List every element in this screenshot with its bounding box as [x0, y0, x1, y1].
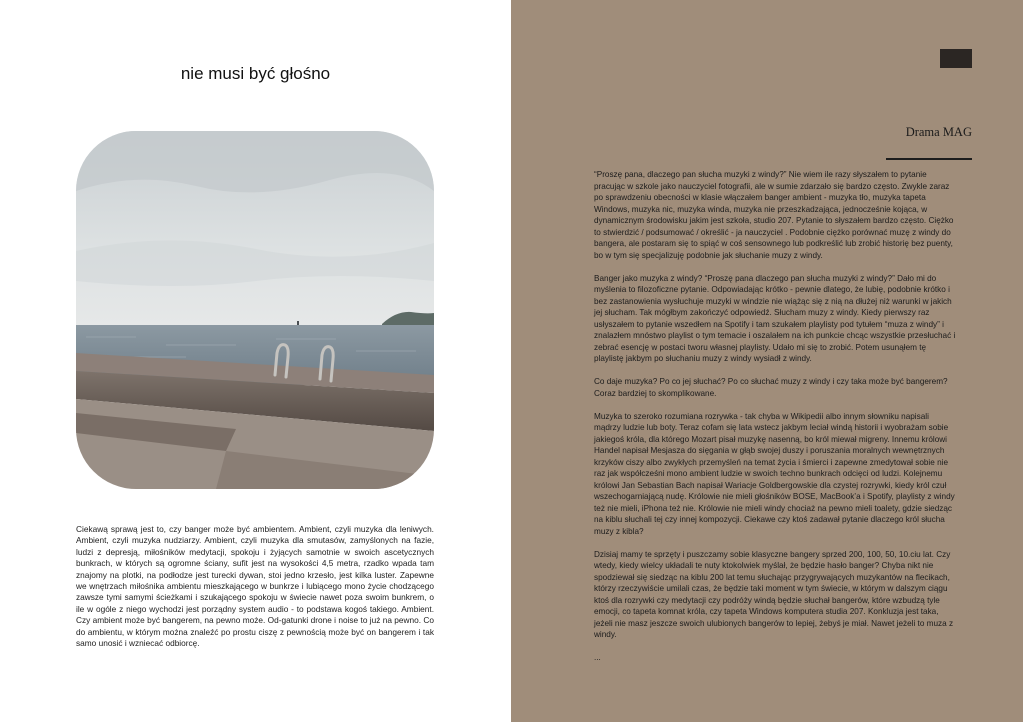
paragraph: “Proszę pana, dlaczego pan słucha muzyki z windy?” Nie wiem ile razy słyszałem to pytanie pracując w szkole jako nauczyciel fotografii, ale w sumie zdarzało się bardzo często. Zwykle zaraz po sprawdzeniu obecności w klasie włączałem banger ambient - muzyka tło, muzyka tapeta Windows, muzyka nic, muzyka winda, muzyka nie przeszkadzająca, jednocześnie kojąca, w dynamicznym środowisku jakim jest szkoła, studio 207. Pytanie to słyszałem bardzo często. Ciężko to stwierdzić / podsumować / określić - ja nauczyciel . Podobnie ciężko porównać muzę z windy do bangera, ale postaram się to spiąć w coś sensownego lub podkreślić lub zrobić historię bez puenty, bo w tym się specjalizuję podobnie jak słuchanie muzy z windy. — [594, 170, 954, 260]
paragraph: Co daje muzyka? Po co jej słuchać? Po co słuchać muzy z windy i czy taka może być bangerem? Coraz bardziej to skomplikowane. — [594, 377, 948, 398]
pier-photo — [76, 131, 434, 489]
article-body — [594, 169, 957, 675]
paragraph: Muzyka to szeroko rozumiana rozrywka - tak chyba w Wikipedii albo innym słowniku napisali mądrzy ludzie lub boty. Teraz cofam się lata wstecz jakbym leciał windą historii i wyobrażam sobie jakiegoś króla, dla którego Mozart pisał muzykę nasenną, bo król miewał migreny. Innemu królowi Handel napisał Mesjasza do sięgania w głąb swojej duszy i poruszania moralnych wewnętrznych krzyków ciszy albo zwykłych przemyśleń na temat życia i śmierci i zapewne zmedytował sobie nie raz jak współcześni mono ambient ludzie w swoich techno bunkrach odcięci od ludzi. Kolejnemu królowi Jan Sebastian Bach napisał Wariacje Goldbergowskie dla czystej rozrywki, kiedy król czuł wszechogarniającą nudę. Królowie nie mieli głośników BOSE, MacBook’a i Spotify, playlisty z windy też nie mieli, iPhona też nie. Królowie nie mieli windy chociaż na pewno mieli toalety, gdzie siedząc na kiblu słuchali tej czy innej kompozycji. Ciekawe czy ktoś zadawał pytanie dlaczego król słucha muzy z kibla? — [594, 411, 955, 536]
left-body-text: Ciekawą sprawą jest to, czy banger może być ambientem. Ambient, czyli muzyka dla leniwych. Ambient, czyli muzyka nudziarzy. Ambient, czyli muzyka dla smutasów, zamyślonych na fazie, ludzi z depresją, miłośników medytacji, spokoju i żyjących samotnie w swoich ascetycznych bunkrach, w których są ogromne ściany, sufit jest na wysokości 4,5 metra, rzadko wpada tam znajomy na plotki, na podłodze jest turecki dywan, stoi jedno krzesło, jest kilka luster. Zapewne we wnętrzach miłośnika ambientu mieszkającego w bunkrze i lubiącego mono życie chodzącego zawsze tymi samymi ścieżkami i szukającego spokoju w świecie nawet poza swoim bunkrem, o ile w ogóle z niego wychodzi jest porządny system audio - to podstawa kogoś takiego. Ambient. Czy ambient może być bangerem, na pewno może. Od-gatunki drone i noise to już na pewno. Co do ambientu, w którym można znaleźć po prostu ciszę z pewnością może być on bangerem i tak samo unosić i wzniecać odbiorcę. — [76, 524, 434, 649]
magazine-brand: Drama MAG — [905, 125, 972, 139]
left-page — [0, 0, 511, 722]
paragraph: Dzisiaj mamy te sprzęty i puszczamy sobie klasyczne bangery sprzed 200, 100, 50, 10.ciu lat. Czy wtedy, kiedy wielcy układali te nuty ktokolwiek myślał, że będzie hasło banger? Chyba nikt nie spodziewał się siedząc na kiblu 200 lat temu słuchając przygrywających muzykantów na flecikach, którzy rzeczywiście umilali czas, że będzie taki moment w tym świecie, w którym w dalszym ciągu ktoś dla rozrywki czy medytacji czy podróży windą będzie słuchał bangerów, które wzbudzą tyle emocji, co tapeta komnat króla, czy tapeta Windows komputera studia 207. Konkluzja jest taka, jeżeli nie masz jeszcze swoich ulubionych bangerów to lepiej, żebyś je miał. Nawet jeżeli to muza z windy. — [594, 549, 954, 639]
pier-photo-illustration — [76, 131, 434, 489]
ellipsis: ... — [594, 653, 601, 662]
corner-block — [940, 49, 972, 68]
article-title: nie musi być głośno — [180, 64, 331, 83]
brand-underline — [886, 158, 972, 160]
paragraph: Banger jako muzyka z windy? “Proszę pana dlaczego pan słucha muzyki z windy?” Dało mi do myślenia to filozoficzne pytanie. Odpowiadając krótko - pewnie dlatego, że lubię, podobnie krótko i bez zastanowienia wysłuchuje muzyki w windzie nie wiążąc się z nią na dłużej niż warunki w jakich jej słucham. Tak mógłbym zakończyć odpowiedź. Słucham muzy z windy. Kiedy pierwszy raz usłyszałem to pytanie wszedłem na Spotify i tam szukałem playlisty pod tytułem “muza z windy” i znalazłem mnóstwo playlist o tym temacie i oszalałem na ich punkcie chcąc wszystkie przesłuchać i zebrać esencję w postaci tworu własnej playlisty. Udało mi się to zrobić. Potem usunąłem tę playlistę jakbym po słuchaniu muzy z windy wysiadł z windy. — [594, 273, 956, 363]
